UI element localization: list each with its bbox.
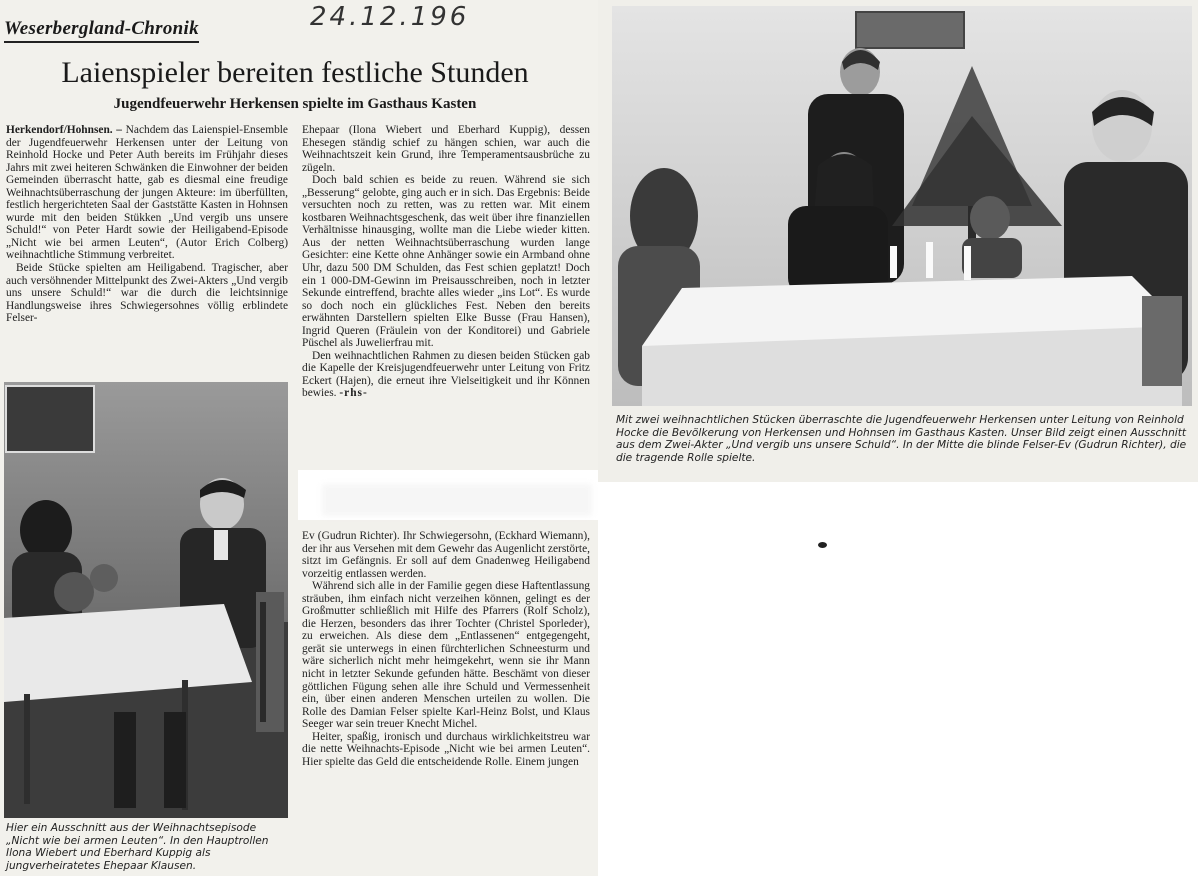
author-signature: -rhs- [339, 387, 368, 400]
article-headline: Laienspieler bereiten festliche Stunden [61, 56, 529, 89]
large-photo [612, 6, 1192, 406]
article-column-1 [6, 124, 288, 325]
scan-speck [818, 542, 827, 548]
column-2-paragraph-3: Den weihnachtlichen Rahmen zu diesen beiden Stücken gab die Kapelle der Kreisjugendfeuerwehr unter Leitung von Fritz Eckert (Hajen), die erneut ihre Vielseitigkeit und ihr Können bewies. [302, 349, 590, 400]
article-column-3 [302, 530, 590, 768]
handwritten-date: 24.12.196 [310, 2, 470, 32]
small-photo-image [4, 382, 288, 818]
column-2-paragraph-1: Ehepaar (Ilona Wiebert und Eberhard Kuppig), dessen Ehesegen ständig schief zu hängen schien, war auch die Weihnachtszeit kein Grund, ihre Temperamentsausbrüche zu zügeln. [302, 124, 590, 174]
section-rubric: Weserbergland-Chronik [4, 18, 199, 43]
column-1-paragraph-1: Nachdem das Laienspiel-Ensemble der Jugendfeuerwehr Herkensen unter der Leitung von Reinhold Hocke und Peter Auth bereits im Frühjahr dieses Jahrs mit zwei heiteren Schwänken die Einwohner der beiden Gemeinden überrascht hatte, gab es diesmal eine freudige Weihnachtsüberraschung der jungen Akteure: im überfüllten, festlich hergerichteten Saal der Gaststätte Kasten in Hohnsen wurde mit den beiden Stükken „Und vergib uns unsere Schuld!“ von Peter Hardt sowie der Heiligabend-Episode „Nicht wie bei armen Leuten“, (Autor Erich Colberg) weihnachtliche Stimmung verbreitet. [6, 124, 288, 262]
column-3-paragraph-3: Heiter, spaßig, ironisch und durchaus wirklichkeitstreu war die nette Weihnachts-Episode „Nicht wie bei armen Leuten“. Hier spielte das Geld die entscheidende Rolle. Einem jungen [302, 730, 590, 768]
column-2-paragraph-2: Doch bald schien es beide zu reuen. Während sie sich „Besserung“ gelobte, ging auch er in sich. Das Ergebnis: Beide versuchten noch zu retten, was zu retten war. Mit einem kostbaren Weihnachtsgeschenk, das weit über ihre finanziellen Verhältnisse hinausging, wollte man die Liebe wieder kitten. Aus der netten Weihnachtsüberraschung wurden lange Gesichter: eine Kette ohne Anhänger sowie ein Armband ohne Uhr, dazu 500 DM Schulden, das Fest schien geplatzt! Doch ein 1 000-DM-Gewinn im Preisausschreiben, noch in letzter Sekunde eintreffend, brachte alles wieder „ins Lot“. Es wurde so doch noch ein glückliches Fest. Neben den bereits erwähnten Darstellern spielten Elke Busse (Frau Hansen), Ingrid Queren (Fräulein von der Konditorei) und Gabriele Püschel als Juwelierfrau mit. [302, 174, 590, 350]
column-3-paragraph-1: Ev (Gudrun Richter). Ihr Schwiegersohn, (Eckhard Wiemann), der ihr aus Versehen mit dem Gewehr das Augenlicht zerstörte, sitzt im Gefängnis. Er soll auf dem Gnadenweg Heiligabend vorzeitig entlassen werden. [302, 530, 590, 580]
column-1-paragraph-2: Beide Stücke spielten am Heiligabend. Tragischer, aber auch versöhnender Mittelpunkt des Zwei-Akters „Und vergib uns unsere Schuld!“ war die durch die leichtsinnige Handlungsweise ihres Schwiegersohnes völlig erblindete Felser- [6, 262, 288, 325]
article-subheadline: Jugendfeuerwehr Herkensen spielte im Gasthaus Kasten [113, 96, 477, 112]
dateline: Herkendorf/Hohnsen. – [6, 124, 122, 136]
small-photo [4, 382, 288, 818]
large-photo-image [612, 6, 1192, 406]
small-photo-caption: Hier ein Ausschnitt aus der Weihnachtsepisode „Nicht wie bei armen Leuten“. In den Hauptrollen Ilona Wiebert und Eberhard Kuppig als jungverheiratetes Ehepaar Klausen. [6, 822, 269, 872]
large-photo-caption: Mit zwei weihnachtlichen Stücken überraschte die Jugendfeuerwehr Herkensen unter Leitung von Reinhold Hocke die Bevölkerung von Herkensen und Hohnsen im Gasthaus Kasten. Unser Bild zeigt einen Ausschnitt aus dem Zwei-Akter „Und vergib uns unsere Schuld“. In der Mitte die blinde Felser-Ev (Gudrun Richter), die die tragende Rolle spielte. [616, 414, 1187, 464]
redacted-area [322, 484, 592, 516]
article-column-2 [302, 124, 590, 400]
column-3-paragraph-2: Während sich alle in der Familie gegen diese Haftentlassung sträuben, ihm einfach nicht verzeihen können, gelingt es der Großmutter schließlich mit Hilfe des Pfarrers (Rolf Scholz), die Herzen, besonders das ihrer Tochter (Christel Sporleder), zu erweichen. Als diese dem „Entlassenen“ entgegengeht, gerät sie unterwegs in einen fürchterlichen Schneesturm und wäre sicherlich nicht mehr heimgekehrt, wenn sie ihr Mann nicht in letzter Sekunde gefunden hätte. Beschämt von dieser göttlichen Fügung sehen alle ihre Schuld und Vermessenheit ein, über einen anderen Menschen urteilen zu wollen. Die Rolle des Damian Felser spielte Karl-Heinz Bolst, und Klaus Seeger war sein treuer Knecht Michel. [302, 580, 590, 731]
